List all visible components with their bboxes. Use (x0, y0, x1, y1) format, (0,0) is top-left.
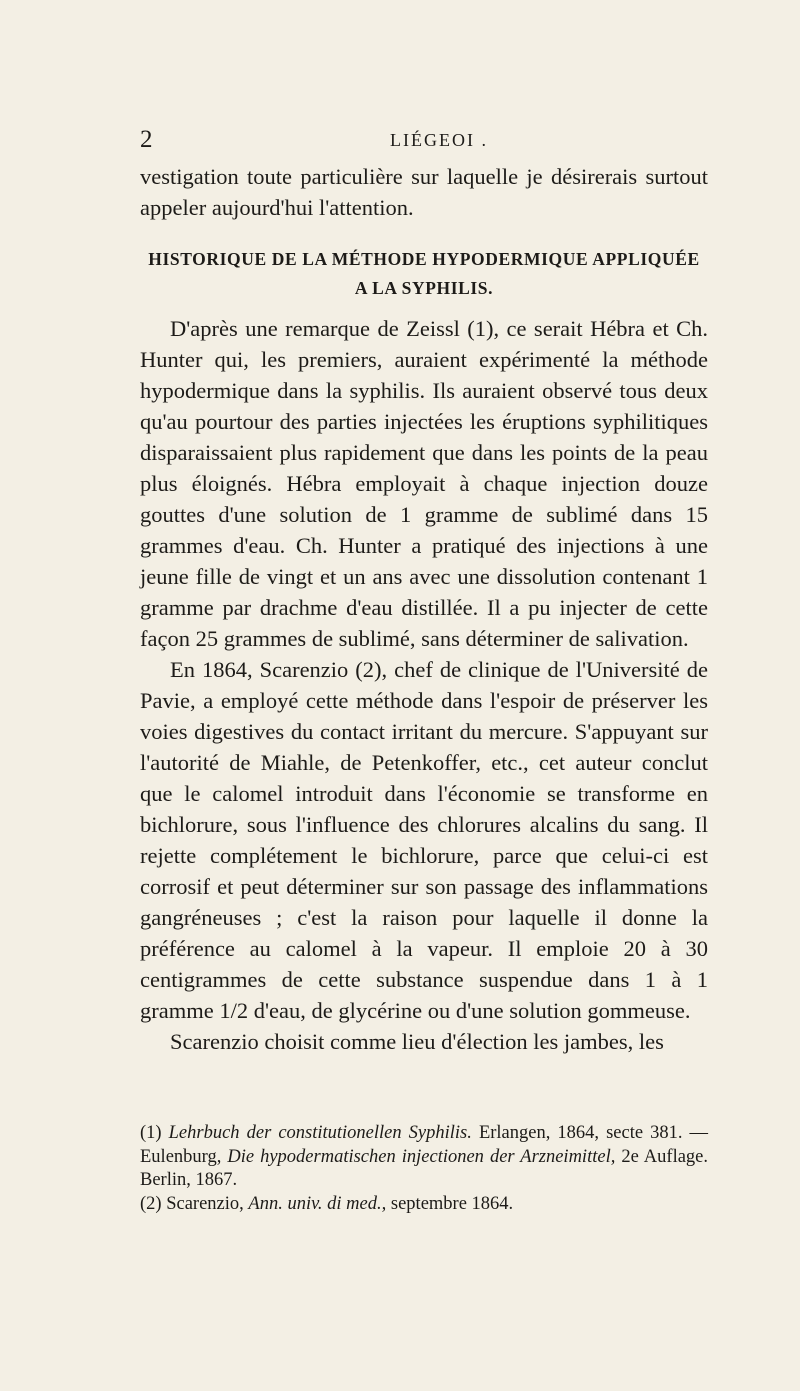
footnote-2-author: Scarenzio, (166, 1193, 244, 1214)
footnote-1-mark: (1) (140, 1123, 162, 1143)
paragraph-1: D'après une remarque de Zeissl (1), ce serait Hébra et Ch. Hunter qui, les premiers, auraient expérimenté la méthode hypodermique dans la syphilis. Ils auraient observé tous deux qu'au pourtour des parties injectées les éruptions syphilitiques disparaissaient plus rapidement que dans les points de la peau plus éloignés. Hébra employait à chaque injection douze gouttes d'une solution de 1 gramme de sublimé dans 15 grammes d'eau. Ch. Hunter a pratiqué des injections à une jeune fille de vingt et un ans avec une dissolution contenant 1 gramme par drachme d'eau distillée. Il a pu injecter de cette façon 25 grammes de sublimé, sans déterminer de salivation. (140, 316, 708, 651)
body-text (140, 161, 708, 1057)
footnote-1-title2: Die hypodermatischen injectionen der Arzneimittel, (227, 1146, 616, 1167)
section-heading (140, 245, 708, 303)
footnote-2-title: Ann. univ. di med., (248, 1193, 387, 1214)
footnote-2-mark: (2) (140, 1193, 162, 1214)
running-head: LIÉGEOI . (390, 130, 488, 150)
heading-line-1: HISTORIQUE DE LA MÉTHODE HYPODERMIQUE APPLIQUÉE (148, 249, 700, 269)
paragraph-continuation: vestigation toute particulière sur laquelle je désirerais surtout appeler aujourd'hui l'attention. (140, 164, 708, 220)
footnote-2-end: septembre 1864. (390, 1193, 514, 1214)
footnote-1 (140, 1122, 708, 1193)
heading-line-2: A LA SYPHILIS. (354, 278, 494, 298)
paragraph-2: En 1864, Scarenzio (2), chef de clinique de l'Université de Pavie, a employé cette méthode dans l'espoir de préserver les voies digestives du contact irritant du mercure. S'appuyant sur l'autorité de Miahle, de Petenkoffer, etc., cet auteur conclut que le calomel introduit dans l'économie se transforme en bichlorure, sous l'influence des chlorures alcalins du sang. Il rejette complétement le bichlorure, parce que celui-ci est corrosif et peut déterminer sur son passage des inflammations gangréneuses ; c'est la raison pour laquelle il donne la préférence au calomel à la vapeur. Il emploie 20 à 30 centigrammes de cette substance suspendue dans 1 à 1 gramme 1/2 d'eau, de glycérine ou d'une solution gommeuse. (140, 657, 708, 1023)
footnote-1-mid: Erlangen, 1864, secte 381. — Eulenburg, (140, 1123, 709, 1167)
paragraph-3: Scarenzio choisit comme lieu d'élection les jambes, les (170, 1029, 664, 1054)
page-header (140, 126, 708, 156)
page-number: 2 (140, 126, 153, 153)
footnote-1-title: Lehrbuch der constitutionellen Syphilis. (168, 1123, 472, 1143)
footnote-1-end: 2e Auflage. Berlin, 1867. (140, 1146, 709, 1190)
footnote-2 (140, 1193, 708, 1217)
footnotes (140, 1122, 708, 1216)
